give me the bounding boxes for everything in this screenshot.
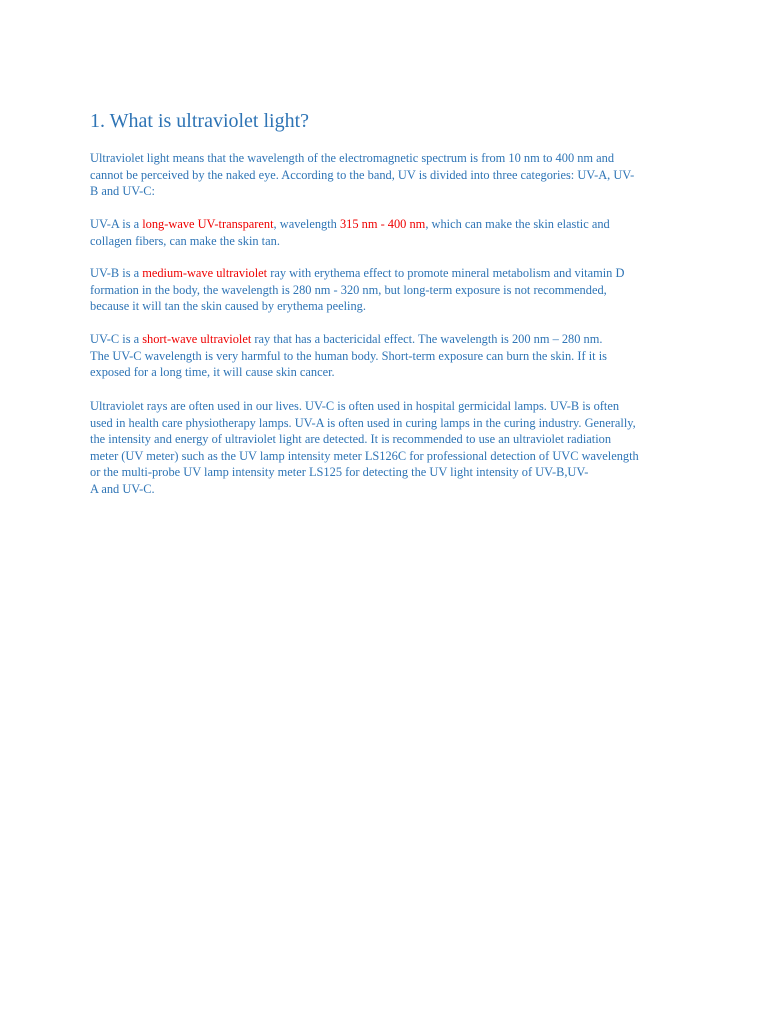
uvc-prefix: UV-C is a bbox=[90, 332, 143, 346]
uvc-suffix: ray that has a bactericidal effect. The wavelength is 200 nm – 280 nm. bbox=[251, 332, 603, 346]
uva-paragraph bbox=[90, 216, 690, 249]
usage-line-3: the intensity and energy of ultraviolet light are detected. It is recommended to use an ultraviolet radiation bbox=[90, 432, 612, 446]
uvb-line-3: because it will tan the skin caused by erythema peeling. bbox=[90, 299, 366, 313]
uvb-line-1 bbox=[90, 265, 690, 282]
usage-line-6: A and UV-C. bbox=[90, 481, 155, 496]
uvc-line-1 bbox=[90, 331, 690, 348]
uva-line-1 bbox=[90, 216, 690, 233]
uvc-paragraph bbox=[90, 331, 690, 381]
uvb-line-2: formation in the body, the wavelength is 280 nm - 320 nm, but long-term exposure is not recommended, bbox=[90, 282, 607, 297]
intro-line-1: Ultraviolet light means that the wavelength of the electromagnetic spectrum is from 10 nm to 400 nm and bbox=[90, 151, 615, 165]
uva-mid: , wavelength bbox=[273, 217, 340, 231]
uva-suffix: , which can make the skin elastic and bbox=[425, 217, 610, 231]
usage-line-1: Ultraviolet rays are often used in our lives. UV-C is often used in hospital germicidal lamps. UV-B is often bbox=[90, 399, 620, 413]
uva-prefix: UV-A is a bbox=[90, 217, 143, 231]
uvc-line-2: The UV-C wavelength is very harmful to the human body. Short-term exposure can burn the skin. If it is bbox=[90, 348, 607, 363]
intro-paragraph bbox=[90, 150, 690, 200]
usage-paragraph bbox=[90, 398, 690, 497]
uvc-term-highlight: short-wave ultraviolet bbox=[142, 332, 252, 346]
usage-line-2: used in health care physiotherapy lamps. UV-A is often used in curing lamps in the curing industry. Generally, bbox=[90, 415, 636, 430]
uvb-prefix: UV-B is a bbox=[90, 266, 143, 280]
uvb-term-highlight: medium-wave ultraviolet bbox=[142, 266, 268, 280]
uva-range-highlight: 315 nm - 400 nm bbox=[339, 217, 426, 231]
page-title: 1. What is ultraviolet light? bbox=[90, 110, 310, 132]
uvb-paragraph bbox=[90, 265, 690, 315]
uvb-suffix: ray with erythema effect to promote mineral metabolism and vitamin D bbox=[267, 266, 625, 280]
uva-line-2: collagen fibers, can make the skin tan. bbox=[90, 233, 280, 248]
uvc-line-3: exposed for a long time, it will cause skin cancer. bbox=[90, 365, 335, 379]
usage-line-5: or the multi-probe UV lamp intensity meter LS125 for detecting the UV light intensity of UV-B,UV- bbox=[90, 465, 589, 479]
usage-line-4: meter (UV meter) such as the UV lamp intensity meter LS126C for professional detection of UVC wavelength bbox=[90, 448, 639, 463]
intro-line-3: B and UV-C: bbox=[90, 184, 155, 198]
uva-term-highlight: long-wave UV-transparent bbox=[142, 217, 274, 231]
intro-line-2: cannot be perceived by the naked eye. According to the band, UV is divided into three categories: UV-A, UV- bbox=[90, 167, 635, 182]
